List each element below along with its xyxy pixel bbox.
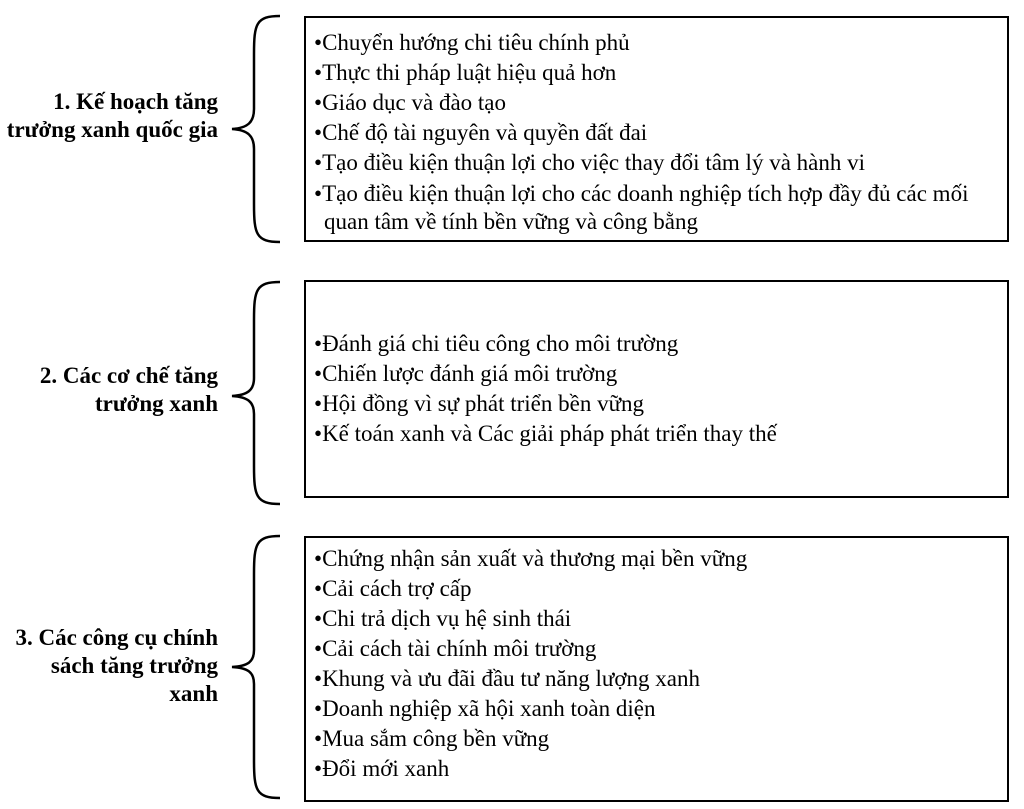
list-item: •Chiến lược đánh giá môi trường: [314, 361, 618, 386]
list-item: •Giáo dục và đào tạo: [314, 90, 506, 115]
list-item: •Cải cách tài chính môi trường: [314, 636, 597, 661]
group-green-growth-policy-tools: [0, 520, 1024, 809]
list-item: •Chế độ tài nguyên và quyền đất đai: [314, 120, 648, 145]
list-item: •Tạo điều kiện thuận lợi cho việc thay đổi tâm lý và hành vi: [314, 150, 865, 175]
group-items-box: [304, 280, 1009, 498]
left-brace-icon: [228, 534, 284, 800]
group-items-box: [304, 536, 1009, 802]
list-item: •Thực thi pháp luật hiệu quả hơn: [314, 60, 617, 85]
group-green-growth-mechanisms: [0, 270, 1024, 510]
group-items-box: [304, 16, 1009, 242]
left-brace-icon: [228, 280, 284, 506]
group-label: 2. Các cơ chế tăng trưởng xanh: [39, 363, 218, 416]
list-item: •Tạo điều kiện thuận lợi cho các doanh nghiệp tích hợp đầy đủ các mối quan tâm về tính bền vững và công bằng: [314, 181, 975, 234]
list-item: •Doanh nghiệp xã hội xanh toàn diện: [314, 696, 656, 721]
group-label: 3. Các công cụ chính sách tăng trưởng xanh: [15, 625, 218, 706]
list-item: •Khung và ưu đãi đầu tư năng lượng xanh: [314, 666, 700, 691]
list-item: •Mua sắm công bền vững: [314, 726, 550, 751]
list-item: •Cải cách trợ cấp: [314, 576, 472, 601]
list-item: •Đánh giá chi tiêu công cho môi trường: [314, 331, 679, 356]
list-item: •Chứng nhận sản xuất và thương mại bền vững: [314, 546, 748, 571]
group-national-green-growth-plan: [0, 0, 1024, 260]
left-brace-icon: [228, 14, 284, 244]
group-label: 1. Kế hoạch tăng trưởng xanh quốc gia: [6, 89, 218, 142]
list-item: •Kế toán xanh và Các giải pháp phát triển thay thế: [314, 421, 777, 446]
list-item: •Hội đồng vì sự phát triển bền vững: [314, 391, 645, 416]
list-item: •Đổi mới xanh: [314, 756, 450, 781]
list-item: •Chuyển hướng chi tiêu chính phủ: [314, 30, 630, 55]
list-item: •Chi trả dịch vụ hệ sinh thái: [314, 606, 572, 631]
